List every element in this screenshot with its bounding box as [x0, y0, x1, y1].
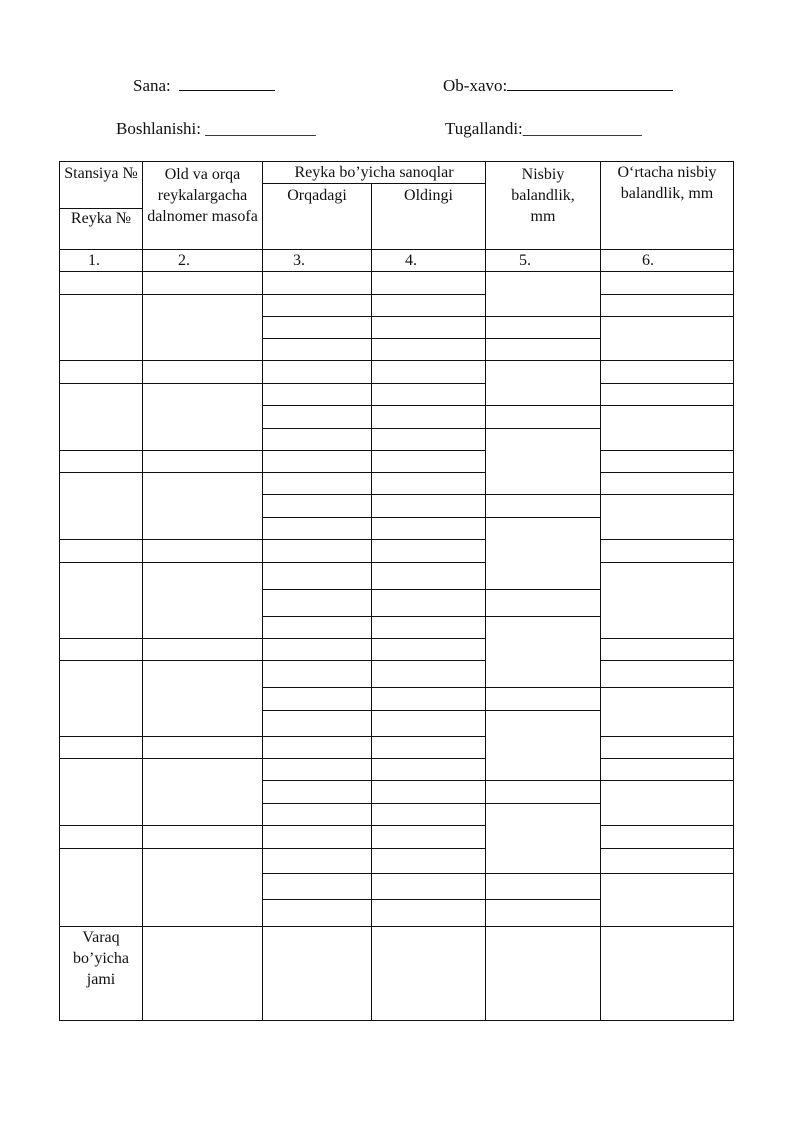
header-ortacha-nisbiy-balandlik: O‘rtacha nisbiy balandlik, mm: [617, 164, 717, 202]
obxavo-label: Ob-xavo:: [443, 76, 508, 95]
header-oldingi: Oldingi: [404, 187, 453, 204]
header-orqadagi: Orqadagi: [287, 187, 347, 204]
col-number-1: 1.: [88, 252, 100, 269]
header-nisbiy-balandlik: Nisbiy balandlik, mm: [511, 166, 575, 225]
footer-varaq-jami: Varaq bo’yicha jami: [73, 929, 129, 988]
col-number-5: 5.: [519, 252, 531, 269]
sana-label: Sana:: [133, 76, 171, 95]
header-reyka-no: Reyka №: [70, 210, 132, 227]
col-number-2: 2.: [178, 252, 190, 269]
tugallandi-label: Tugallandi:______________: [445, 119, 642, 138]
col-number-4: 4.: [405, 252, 417, 269]
header-stansiya: Stansiya №: [64, 165, 138, 182]
boshlanishi-label: Boshlanishi: _____________: [116, 119, 316, 138]
col-number-6: 6.: [642, 252, 654, 269]
col-number-3: 3.: [293, 252, 305, 269]
header-reyka-sanoqlar: Reyka bo’yicha sanoqlar: [294, 164, 454, 181]
header-dalnomer-masofa: Old va orqa reykalargacha dalnomer masofa: [147, 166, 258, 225]
